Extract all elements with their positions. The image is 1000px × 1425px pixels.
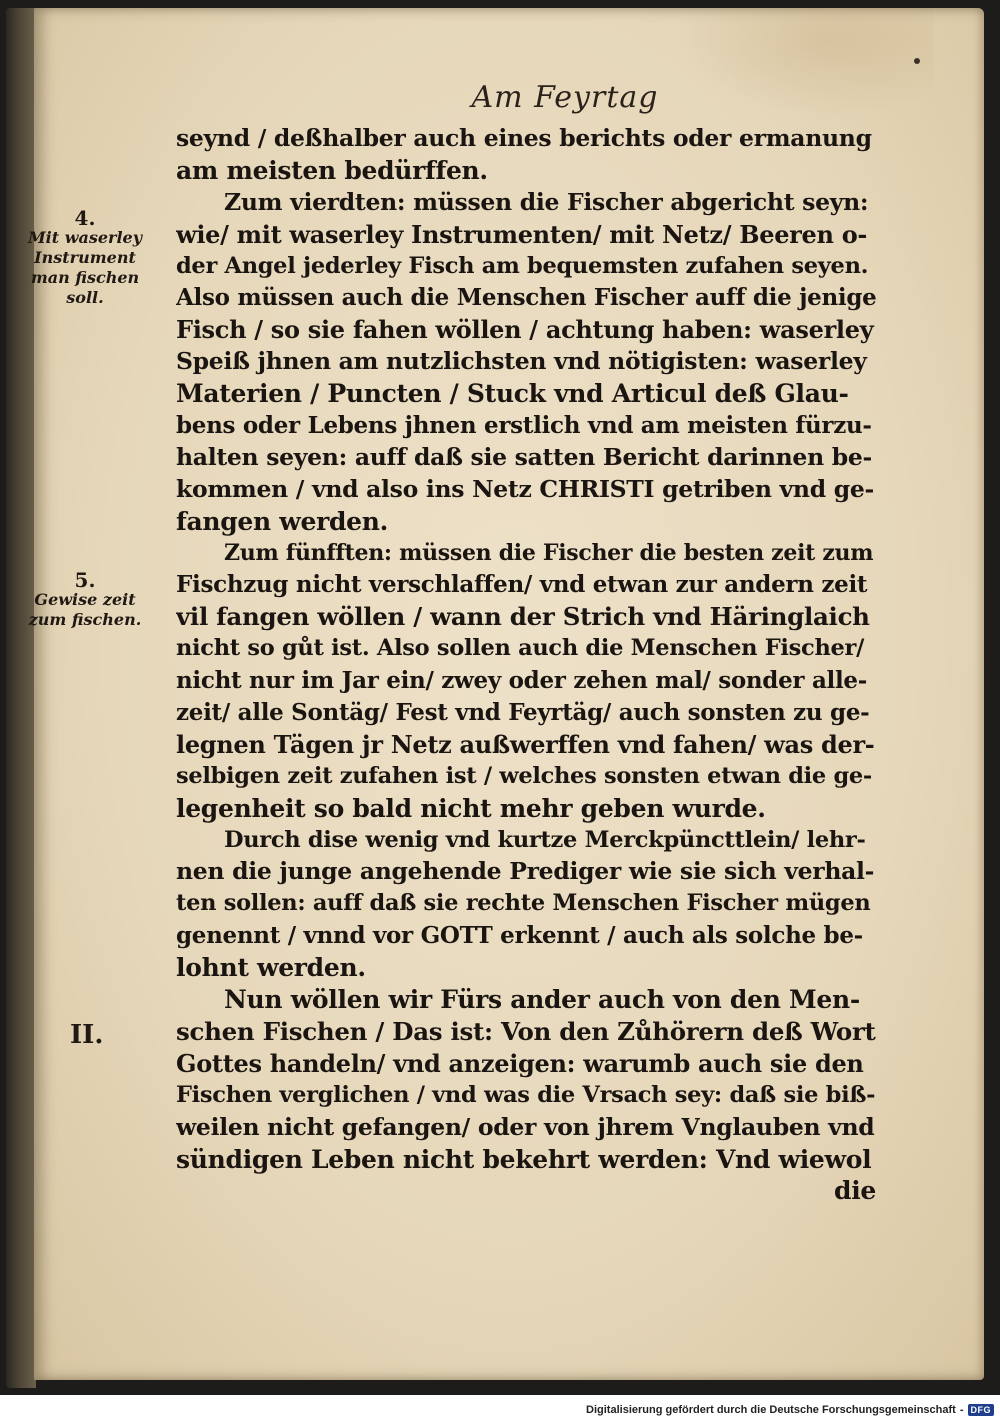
section-numeral: II.: [70, 1020, 104, 1050]
text-line: Also müssen auch die Menschen Fischer auff die jenige: [176, 284, 876, 312]
text-line: der Angel jederley Fisch am bequemsten zufahen seyen.: [176, 252, 869, 279]
marginal-line: Gewise zeit: [34, 590, 136, 609]
body-text: [176, 123, 876, 1207]
text-line: zeit/ alle Sontäg/ Fest vnd Feyrtäg/ auch sonsten zu ge-: [176, 699, 870, 727]
marginal-line: Mit waserley: [27, 228, 143, 247]
marginal-line: man fischen: [30, 268, 140, 287]
footer-credit: [586, 1399, 994, 1421]
marginal-line: soll.: [66, 288, 104, 307]
marginal-note-5: [26, 570, 144, 630]
text-line: Gottes handeln/ vnd anzeigen: warumb auch sie den: [176, 1048, 864, 1078]
dfg-logo: DFG: [968, 1404, 995, 1416]
text-line: weilen nicht gefangen/ oder von jhrem Vnglauben vnd: [176, 1112, 875, 1141]
catchword: die: [834, 1176, 876, 1206]
text-line: bens oder Lebens jhnen erstlich vnd am meisten fürzu-: [176, 412, 872, 440]
text-line: lohnt werden.: [176, 953, 366, 983]
text-line: nicht so gůt ist. Also sollen auch die Menschen Fischer/: [176, 635, 864, 662]
text-line: sündigen Leben nicht bekehrt werden: Vnd wiewol: [176, 1144, 872, 1174]
text-line: schen Fischen / Das ist: Von den Zůhörern deß Wort: [176, 1016, 876, 1046]
text-line: Zum vierdten: müssen die Fischer abgericht seyn:: [224, 187, 869, 216]
text-line: seynd / deßhalber auch eines berichts oder ermanung: [176, 124, 872, 152]
text-line: Fischen verglichen / vnd was die Vrsach sey: daß sie biß-: [176, 1081, 876, 1108]
text-line: Speiß jhnen am nutzlichsten vnd nötigisten: waserley: [176, 347, 867, 376]
marginal-number: 5.: [74, 568, 96, 592]
text-line: Fisch / so sie fahen wöllen / achtung haben: waserley: [176, 315, 874, 345]
text-line: Nun wöllen wir Fürs ander auch von den Men-: [224, 985, 860, 1015]
text-line: nen die junge angehende Prediger wie sie sich verhal-: [176, 857, 875, 886]
text-line: fangen werden.: [176, 506, 389, 536]
text-line: Durch dise wenig vnd kurtze Merckpüncttlein/ lehr-: [224, 826, 866, 853]
text-line: vil fangen wöllen / wann der Strich vnd Häringlaich: [176, 602, 870, 632]
footer-separator: -: [959, 1404, 964, 1416]
text-line: ten sollen: auff daß sie rechte Menschen Fischer mügen: [176, 890, 871, 917]
marginal-line: Instrument: [34, 248, 136, 267]
text-line: wie/ mit waserley Instrumenten/ mit Netz/ Beeren o-: [176, 219, 868, 249]
text-line: selbigen zeit zufahen ist / welches sonsten etwan die ge-: [176, 762, 872, 789]
text-line: legenheit so bald nicht mehr geben wurde.: [176, 793, 766, 823]
text-line: kommen / vnd also ins Netz CHRISTI getriben vnd ge-: [176, 474, 874, 503]
text-line: nicht nur im Jar ein/ zwey oder zehen mal/ sonder alle-: [176, 667, 867, 695]
text-line: Fischzug nicht verschlaffen/ vnd etwan zur andern zeit: [176, 571, 868, 599]
footer-credit-text: Digitalisierung gefördert durch die Deutsche Forschungsgemeinschaft: [586, 1404, 956, 1416]
marginal-note-4: [26, 208, 144, 308]
text-line: Materien / Puncten / Stuck vnd Articul deß Glau-: [176, 379, 849, 409]
page-stain: [674, 8, 934, 118]
marginal-line: zum fischen.: [28, 610, 142, 629]
marginal-number: 4.: [74, 206, 96, 230]
text-line: Zum fünfften: müssen die Fischer die besten zeit zum: [224, 539, 874, 566]
text-line: legnen Tägen jr Netz außwerffen vnd fahen/ was der-: [176, 729, 875, 759]
running-head: Am Feyrtag: [471, 80, 659, 115]
ink-spot: [914, 58, 920, 64]
text-line: genennt / vnnd vor GOTT erkennt / auch als solche be-: [176, 922, 863, 950]
text-line: am meisten bedürffen.: [176, 155, 488, 185]
text-line: halten seyen: auff daß sie satten Bericht darinnen be-: [176, 442, 872, 471]
